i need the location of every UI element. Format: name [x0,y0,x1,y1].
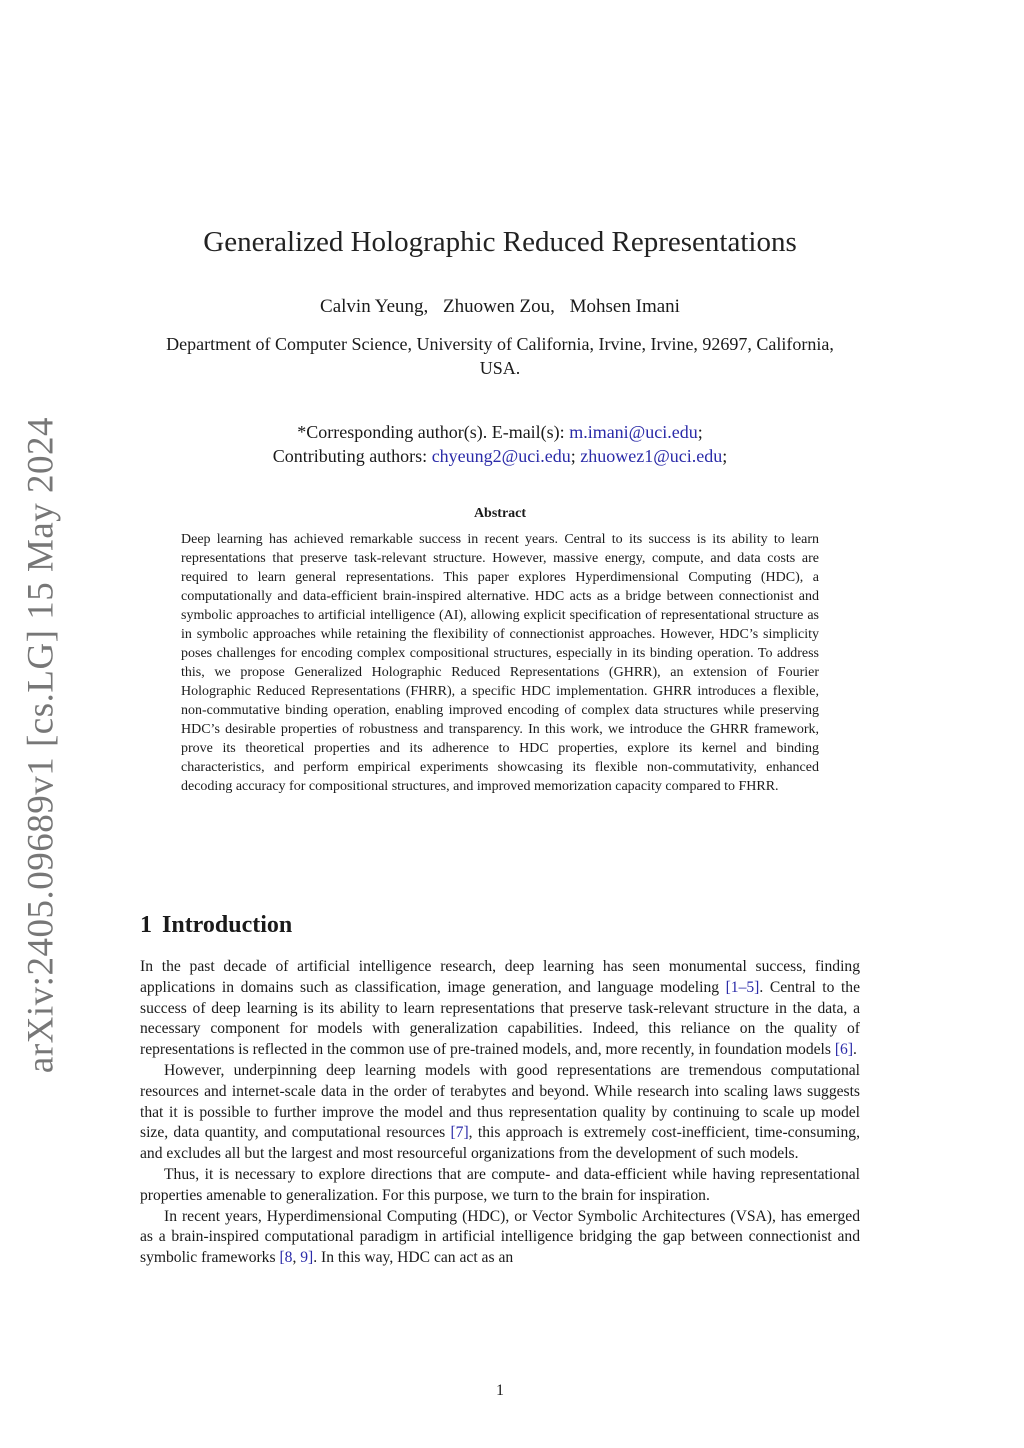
citation-link[interactable]: [8 [279,1249,293,1267]
page-number: 1 [496,1382,504,1399]
corresponding-email-link[interactable]: m.imani@uci.edu [569,422,698,442]
paragraph-text: In the past decade of artificial intelligence research, deep learning has seen monumental success, finding applications in domains such as classification, image generation, and language modeling [140,958,860,996]
citation-link[interactable]: [6] [834,1041,854,1059]
paragraph-text: . [853,1041,857,1059]
punctuation: ; [697,422,703,442]
citation-link[interactable]: [7] [450,1124,469,1142]
contact-info [0,420,1000,468]
section-heading [140,912,292,939]
paragraph-text: , this approach is extremely cost-inefficient, time-consuming, and excludes all but the largest and most resourceful organizations from the development of such models. [140,1124,860,1163]
paragraph-text: . In this way, HDC can act as an [313,1249,514,1267]
corresponding-author-line [0,420,1000,444]
punctuation: ; [722,446,728,466]
author-name: Calvin Yeung, [320,296,429,317]
contributing-email-link-1[interactable]: chyeung2@uci.edu [431,446,571,466]
contributing-label: Contributing authors: [272,446,432,466]
punctuation: ; [570,446,581,466]
paragraph-text: However, underpinning deep learning models with good representations are tremendous computational resources and internet-scale data in the order of terabytes and beyond. While research into scaling laws suggests that it is possible to further improve the model and thus representation quality by continuing to scale up model size, data quantity, and computational resources [140,1061,860,1142]
introduction-body [140,957,860,1269]
author-list [0,296,1000,318]
author-name: Zhuowen Zou, [443,296,555,317]
paragraph [140,957,860,1061]
paragraph [140,1061,860,1165]
affiliation: Department of Computer Science, University of California, Irvine, Irvine, 92697, California, USA. [166,334,834,378]
paragraph-text: . Central to the success of deep learning is its ability to learn representations that preserve task-relevant structure in the data, a necessary component for models with generalization capabilities. Indeed, this reliance on the quality of representations is reflected in the common use of pre-trained models, and, more recently, in foundation models [140,978,860,1059]
citation-link[interactable]: [1–5] [725,978,760,996]
paragraph [140,1207,860,1269]
paper-title: Generalized Holographic Reduced Representations [203,226,797,258]
abstract-heading: Abstract [473,506,527,521]
section-number: 1 [140,912,152,938]
arxiv-stamp: arXiv:2405.09689v1 [cs.LG] 15 May 2024 [20,416,62,1074]
contributing-email-link-2[interactable]: zhuowez1@uci.edu [580,446,723,466]
paragraph: Thus, it is necessary to explore directions that are compute- and data-efficient while having representational properties amenable to generalization. For this purpose, we turn to the brain for inspiration. [140,1165,860,1204]
paragraph-text: In recent years, Hyperdimensional Computing (HDC), or Vector Symbolic Architectures (VSA), has emerged as a brain-inspired computational paradigm in artificial intelligence bridging the gap between connectionist and symbolic frameworks [140,1207,860,1267]
abstract-body: Deep learning has achieved remarkable success in recent years. Central to its success is its ability to learn representations that preserve task-relevant structure. However, massive energy, compute, and data costs are required to learn general representations. This paper explores Hyperdimensional Computing (HDC), a computationally and data-efficient brain-inspired alternative. HDC acts as a bridge between connectionist and symbolic approaches to artificial intelligence (AI), allowing explicit specification of representational structure as in symbolic approaches while retaining the flexibility of connectionist approaches. However, HDC’s simplicity poses challenges for encoding complex compositional structures, especially in its binding operation. To address this, we propose Generalized Holographic Reduced Representations (GHRR), an extension of Fourier Holographic Reduced Representations (FHRR), a specific HDC implementation. GHRR introduces a flexible, non-commutative binding operation, enabling improved encoding of complex data structures while preserving HDC’s desirable properties of robustness and transparency. In this work, we introduce the GHRR framework, prove its theoretical properties and its adherence to HDC properties, explore its kernel and binding characteristics, and perform empirical experiments showcasing its flexible non-commutativity, enhanced decoding accuracy for compositional structures, and improved memorization capacity compared to FHRR. [181,532,819,794]
citation-link[interactable]: 9] [300,1249,314,1267]
contributing-authors-line [0,444,1000,468]
corresponding-label: *Corresponding author(s). E-mail(s): [297,422,570,442]
punctuation: , [292,1249,301,1267]
section-title: Introduction [162,912,293,938]
author-name: Mohsen Imani [569,296,680,317]
